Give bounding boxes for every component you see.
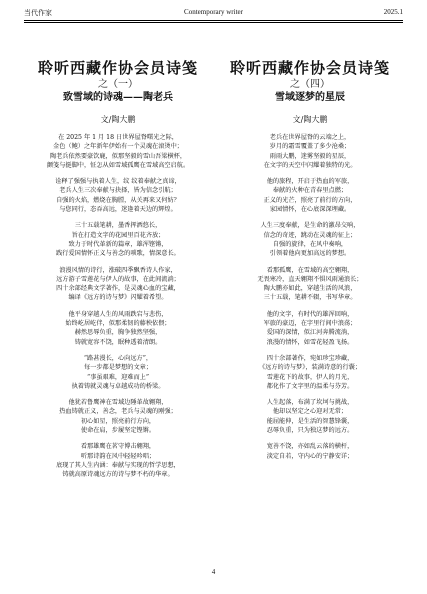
left-poem-body [28,133,208,480]
page-number: 4 [211,568,216,576]
right-part-number: 之（四） [290,79,330,90]
poem-stanza [220,354,400,391]
poem-line: 旨在打造文字的花园里百花齐放； [71,231,165,239]
poem-line: 《远方的诗与梦》，装满诗意的行囊； [258,364,362,372]
poem-line: 致力于时代革新的篇章，雄浑铿锵， [68,240,168,248]
poem-line: 诠释了强强与执着人生，纹 纹着奉献之真谛， [55,178,181,186]
journal-name: 当代作家 [24,9,52,17]
poem-line: 四十余部著作，宛如珍宝珍藏， [266,354,354,362]
poem-stanza [220,310,400,347]
poem-line: 使命在肩，步履坚定铿锵。 [80,427,156,435]
poem-stanza [28,266,208,303]
right-author: 文/陶大鹏 [292,115,328,124]
poem-line: 能屈能伸，是生活的智慧锋囊， [266,417,354,425]
header-rule-bottom [24,22,403,23]
poem-stanza [28,133,208,170]
poem-stanza [28,310,208,347]
poem-line: 四十余部经典文学著作，是灵魂心血的宝藏， [56,285,180,293]
poem-stanza [220,177,400,214]
left-author: 文/陶大鹏 [100,115,136,124]
right-poem-body [220,133,400,461]
right-column [220,58,400,468]
poem-line: 听那诗韵在风中轻轻吟唱； [80,452,156,460]
left-part-number: 之（一） [98,79,138,90]
poem-line: “路甚漫长，心向远方”， [83,354,153,362]
poem-line: 忍辱负重，只为独这梦的远方。 [266,427,354,435]
poem-stanza [28,398,208,435]
poem-line: 人生起落，布满了坎坷与挑战， [266,399,354,407]
poem-line: 人生三度奉献，是生命的激昂交响， [260,222,360,230]
journal-english-name: Contemporary writer [184,8,243,16]
poem-stanza [28,354,208,391]
poem-line: 他平身穿越人生的风雨跌宕与悲伤， [68,310,168,318]
left-subtitle: 致雪域的诗魂——陶老兵 [63,92,173,103]
poem-line: 陶老兵依然要豪饮鹿，似那坚毅的雪山吾梁横杯， [49,152,187,160]
left-column [28,58,208,487]
poem-line: 浪漫风情的诗行，涨破四季飘香诗人作家， [59,266,177,274]
poem-line: 始终屹居屹伴，似那柔韧的藤秧依偎； [65,320,171,328]
poem-line: 家园情怀，在心底深深埋藏。 [269,206,351,214]
poem-line: 奉献的火种在青春里点燃； [272,187,348,195]
poem-line: 都化作了文字里的温柔与芬芳。 [266,382,354,390]
header-rule-top [24,20,403,21]
poem-line: 底现了其人生内涵：奉献与实现的哲学思想， [56,461,180,469]
poem-line: 引领着他向更加高远的梦想。 [269,250,351,258]
poem-line: 看那孤鹰，在雪域的高空翱翔， [266,266,354,274]
poem-line: 执着铸就灵魂与卓越成功的桥梁。 [71,382,165,390]
poem-stanza [220,398,400,435]
poem-line: 他的文字，有时代的雄浑回响， [266,310,354,318]
poem-line: 每一步都是梦想的文章； [83,364,153,372]
poem-line: 三十五载笔耕，墨香挥洒悠长， [74,222,162,230]
poem-line: 践行爱国情怀正义与善念的唢歌，情深意长。 [56,250,180,258]
poem-stanza [220,266,400,303]
poem-line: 远方游子雪莲花与伊人的故事，在此间流淌； [56,275,180,283]
issue-number: 2025.1 [383,8,403,16]
poem-line: 正义的光芒，照亮了前行的方向， [263,196,357,204]
poem-line: 铸就宽容不饶，眠种透着清朗。 [74,338,162,346]
poem-line: 岁月的霜雪覆盖了多少沧桑； [269,143,351,151]
poem-line: 铸就高原诗魂远方的诗与梦不朽的华章。 [62,471,174,479]
poem-line: 金色（鲍）之年新年伊始有一个灵魂在滚烫中； [53,143,183,151]
poem-line: 无畏寒冷，直天翱翔不惧风雨通浪长； [257,275,363,283]
poem-line: 自强的旋律，在风中奏响， [272,240,348,248]
poem-line: 自强的火焰，燃烧在胸膛，从关再来又何妨？ [56,196,180,204]
poem-stanza [28,442,208,479]
poem-line: 军旅的豪迈，在字里行间中浪荡； [263,320,357,328]
poem-stanza [220,221,400,258]
poem-line: 三十五载，笔耕不辍，书写华章。 [263,294,357,302]
poem-line: 老兵人生三次奉献与抉择，皆为信念引航； [59,187,177,195]
poem-line: 爱国的深情，似江河奔腾流淌， [266,329,354,337]
poem-line: 看那雄鹰在茗守博击翱翔， [80,443,156,451]
poem-line: 雨雨大鹏，迷雾坚毅的星辰， [269,152,351,160]
poem-line: 老兵在世界屋脊的云端之上， [269,134,351,141]
poem-line: 颤笺与挺脚中，怔怎从如雪域孤鹰在雪域高空启航。 [46,161,190,169]
poem-line: 他犹若鲁鹰神在雪域边陲革故翱翔， [68,399,168,407]
right-subtitle: 雪域逐梦的星辰 [275,92,345,103]
poem-line: 他的旅程，开启于热血的军旅， [266,178,354,186]
poem-line: 宽善不饶，亦如乱云落的横杆， [266,443,354,451]
poem-line: 浪漫的情怀，如雪花轻盈飞扬。 [266,338,354,346]
right-title: 聆听西藏作协会员诗笺 [229,59,390,77]
poem-line: 淡定自若，守内心的宁静安详； [266,452,354,460]
poem-stanza [220,133,400,170]
poem-line: 初心如星，照亮前行方向， [80,417,156,425]
poem-stanza [28,221,208,258]
poem-line: 热血铸就正义，善念，老兵与灵魂的刚强； [59,408,177,416]
page-header [24,6,403,18]
poem-line: 雪莲花下的故事，伊人的月光， [266,373,354,381]
poem-stanza [220,442,400,461]
poem-line: 他却以坚定之心迎对无常； [272,408,348,416]
poem-line: 编译《远方的诗与梦》闪耀着希望。 [68,294,168,302]
poem-line: 陶大鹏亦如此，穿越生活的风浪， [263,285,357,293]
poem-line: 赫然思辱负重，胸争独然坚强， [74,329,162,337]
left-title: 聆听西藏作协会员诗笺 [37,59,198,77]
poem-line: “事虽艰难，迎难而上” [86,373,149,381]
poem-line: 在 2025 年 1 月 18 日世界屋脊曙光之际， [58,134,178,141]
poem-line: 在文字的天空中闪耀着独特的光。 [263,161,357,169]
poem-line: 与您同行，态吞高远，迷逢着天边的辉煌。 [59,206,177,214]
poem-stanza [28,177,208,214]
poem-line: 信念的奇迹，跳动在灵魂的征上； [263,231,357,239]
